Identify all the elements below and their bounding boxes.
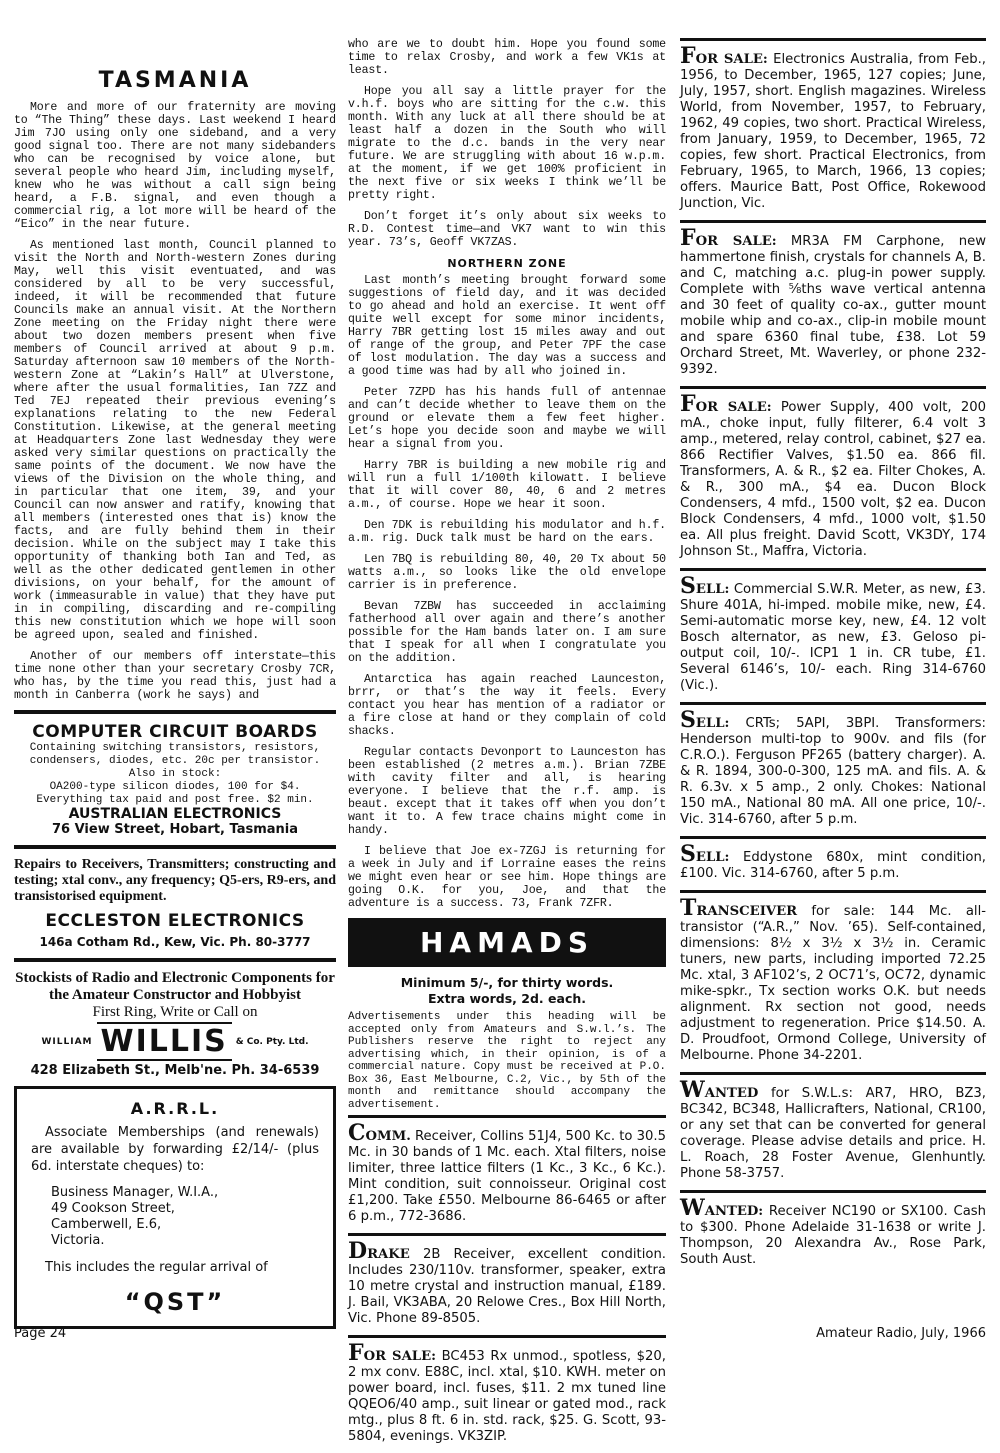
tasmania-cont-2: Hope you all say a little prayer for the v.h.f. boys who are sitting for the c.w. this month. With any luck at all there should be at least half a dozen in the South who will migrate to the d.c. bands in the very near future. We are struggling with about 16 w.p.m. at the moment, if we get 100% proficient in the next five or six weeks I think we’ll be pretty right.: [348, 85, 666, 202]
column-middle: [348, 38, 666, 1453]
classified-ad: [680, 41, 986, 220]
willis-ad: [14, 970, 336, 1078]
computer-ad-title: COMPUTER CIRCUIT BOARDS: [32, 722, 318, 742]
arrl-address-line3: Camberwell, E.6,: [51, 1217, 162, 1232]
arrl-address: [51, 1185, 319, 1249]
classified-text: 2B Receiver, excellent condition. Includes 230/110v. transformer, speaker, extra 10 metre crystal and instruction manual, £189. J. Bail, VK3ABA, 20 Relowe Cres., Box Hill North, Vic. Phone 89-8505.: [348, 1247, 666, 1326]
classified-lead: SELL:: [680, 573, 730, 599]
column-right: [680, 38, 986, 1276]
classified-lead: SELL:: [680, 841, 730, 867]
tasmania-cont-1: who are we to doubt him. Hope you found some time to relax Crosby, and work a few VK1s at least.: [348, 38, 666, 77]
classified-text: CRTs; 5API, 3BPI. Transformers: Henderson multi-top to 900v. and fils (for C.R.O.). Ferguson PF265 (battery charger). A. & R. 1894, 300-0-300, 125 mA. and fils. A. & R. 6.3v. x 5 amp., 2 only. Chokes: National 150 mA., National 80 mA. All one price, 10/-. Vic. 314-6760, after 5 p.m.: [680, 716, 986, 827]
computer-ad-address: 76 View Street, Hobart, Tasmania: [51, 822, 299, 837]
nz-paragraph-7: Antarctica has again reached Launceston, brrr, or that’s the way it feels. Every contact you hear has mention of a radiator or a fire close at hand or they complain of cold shacks.: [348, 673, 666, 738]
nz-paragraph-6: Bevan 7ZBW has succeeded in acclaiming fatherhood all over again and there’s another possible for the Ham bands later on. I am sure that I speak for all when I congratulate you on the addition.: [348, 600, 666, 665]
classified-text: Electronics Australia, from Feb., 1956, to December, 1965, 127 copies; June, July, 1957, short. English magazines. Wireless World, from November, 1957, to February, 1962, 49 copies, two short. Practical Wireless, from January, 1959, to December, 1965, 72 copies, few short. Practical Electronics, from February, 1965, to March, 1966, 13 copies; offers. Maurice Batt, Post Office, Rokewood Junction, Vic.: [680, 52, 986, 211]
eccleston-ad-company: ECCLESTON ELECTRONICS: [45, 911, 305, 931]
computer-ad-company: AUSTRALIAN ELECTRONICS: [68, 806, 282, 822]
classified-ad: [348, 1236, 666, 1335]
classified-text: BC453 Rx unmod., spotless, $20, 2 mx conv. E88C, incl. xtal, $10. KWH. meter on power board, incl. fuses, $11. 2 mx tuned line QQEO6/40 amp., suit linear or gated mod., rack mtg., plus 8 ft. 6 in. std. rack, $25. G. Scott, 93-5804, evenings. VK3ZIP.: [348, 1349, 666, 1444]
arrl-address-line1: Business Manager, W.I.A.,: [51, 1185, 219, 1200]
eccleston-ad-text: Repairs to Receivers, Transmitters; constructing and testing; xtal conv., any frequency; Q5-ers, R9-ers, and transistorised equipment.: [14, 857, 336, 904]
classified-ad: [680, 1075, 986, 1190]
willis-copty: & Co. Pty. Ltd.: [235, 1036, 309, 1047]
classified-text: for sale: 144 Mc. all-transistor (“A.R.,” Nov. ’65). Self-contained, dimensions: 8½ x 3½ x 3½ in. Ceramic tuners, new parts, including imported 72.25 Mc. xtal, 3 AF102’s, 2 OC71’s, OC72, dynamic mike-spkr., Tx section works O.K. but needs alignment. Rx section not good, needs adjustment to regeneration. Price $14.50. A. D. Proudfoot, Ormond College, University of Melbourne. Phone 34-2201.: [680, 904, 986, 1063]
willis-ad-line2: First Ring, Write or Call on: [92, 1004, 258, 1020]
willis-name: WILLIS: [97, 1022, 232, 1061]
tasmania-title: TASMANIA: [98, 68, 252, 93]
computer-ad-line4: Everything tax paid and post free. $2 min.: [36, 794, 314, 806]
nz-paragraph-3: Harry 7BR is building a new mobile rig and will run a full 1/100th kilowatt. I believe that it will cover 80, 40, 6 and 2 metres a.m., of course. Hope we hear it soon.: [348, 459, 666, 511]
classified-text: Power Supply, 400 volt, 200 mA., choke input, fully filterer, 6.4 volt 3 amp., metered, relay control, cabinet, $27 ea. 866 Rectifier Valves, $1.50 ea. 866 fil. Transformers, A. & R., $2 ea. Filter Chokes, A. & R., 300 mA., $4 ea. Ducon Block Condensers, 4 mfd., 1500 volt, $2 ea. Ducon Block Condensers, 4 mfd., 1000 volt, $1.50 ea. All plus freight. David Scott, VK3DY, 174 Johnson St., Maffra, Victoria.: [680, 400, 986, 559]
willis-ad-address: 428 Elizabeth St., Melb'ne. Ph. 34-6539: [30, 1063, 320, 1078]
classified-ad: [680, 571, 986, 702]
classified-text: Eddystone 680x, mint condition, £100. Vic. 314-6760, after 5 p.m.: [680, 850, 986, 881]
arrl-qst: “QST”: [124, 1288, 226, 1316]
classified-lead: WANTED:: [680, 1195, 764, 1221]
classified-ad: [680, 223, 986, 386]
eccleston-ad: [14, 857, 336, 950]
arrl-text: Associate Memberships (and renewals) are available by forwarding £2/14/- (plus 6d. interstate cheques) to:: [31, 1125, 319, 1174]
classified-lead: SELL:: [680, 707, 730, 733]
computer-boards-ad: [14, 722, 336, 837]
classified-lead: FOR SALE:: [680, 225, 777, 251]
arrl-text2: This includes the regular arrival of: [45, 1260, 268, 1275]
classified-ad: [680, 705, 986, 836]
tasmania-paragraph-1: More and more of our fraternity are moving to “The Thing” these days. Last weekend I heard Jim 7JO using only one sideband, and a very good signal too. There are not many sidebanders who can be recognised by voice alone, but several people who heard Jim, including myself, knew who he was without a call sign being heard, a F.B. signal, and even though a commercial rig, a lot more will be heard of the “Eico” in the near future.: [14, 101, 336, 231]
computer-ad-line2: Also in stock:: [128, 768, 222, 780]
classified-lead: COMM.: [348, 1120, 411, 1146]
classified-ad: [348, 1338, 666, 1453]
tasmania-cont-3: Don’t forget it’s only about six weeks to R.D. Contest time—and VK7 want to win this year. 73’s, Geoff VK7ZAS.: [348, 210, 666, 249]
northern-zone-heading: NORTHERN ZONE: [447, 257, 567, 270]
classified-lead: WANTED: [680, 1077, 759, 1103]
hamads-sub1: Minimum 5/-, for thirty words.: [400, 975, 614, 990]
nz-paragraph-2: Peter 7ZPD has his hands full of antennae and can’t decide whether to leave them on the ground or elevate them a few feet higher. Let’s hope you decide soon and maybe we will hear a signal from you.: [348, 386, 666, 451]
classified-lead: FOR SALE:: [680, 43, 768, 69]
column-left: [14, 38, 336, 1329]
tasmania-paragraph-3: Another of our members off interstate—this time none other than your secretary Crosby 7CR, who has, by the time you read this, just had a month in Canberra (work he says) and: [14, 650, 336, 702]
nz-paragraph-5: Len 7BQ is rebuilding 80, 40, 20 Tx about 50 watts a.m., so looks like the old envelope carrier is in preference.: [348, 553, 666, 592]
classified-lead: FOR SALE:: [680, 391, 772, 417]
nz-paragraph-1: Last month’s meeting brought forward some suggestions of field day, and it was decided to go ahead and hold an exercise. It went off quite well except for some minor incidents, Harry 7BR getting lost 15 miles away and out of range of the group, and Peter 7PF the case of lost modulation. The day was a success and a good time was had by all who joined in.: [348, 274, 666, 378]
divider: [14, 845, 336, 849]
hamads-sub2: Extra words, 2d. each.: [427, 991, 587, 1006]
publication-footer: Amateur Radio, July, 1966: [816, 1326, 986, 1341]
arrl-ad: [14, 1086, 336, 1329]
hamads-banner: HAMADS: [348, 918, 666, 967]
willis-logo: [14, 1022, 336, 1061]
tasmania-paragraph-2: As mentioned last month, Council planned to visit the North and North-western Zones during May, well this visit eventuated, and was considered by all to be very successful, indeed, it will be recommended that future Councils make an annual visit. At the Northern Zone meeting on the Friday night there were about two dozen members present when five members of Council arrived at about 9 p.m. Saturday afternoon saw 10 members of the North-western Zone at “Lakin’s Hall” at Ulverstone, where after the usual formalities, Ian 7ZZ and Ted 7EJ repeated their previous evening’s explanations relating to the new Federal Constitution. Likewise, at the general meeting at Headquarters Zone last Wednesday they were asked very similar questions on practically the same points of the document. We now have the views of the Division on the whole thing, and in particular that one item, 39, and your Council can now answer and ratify, knowing that all members (interested ones that is) know the facts, and are fully behind them in their decision. While on the subject may I take this opportunity of thanking both Ian and Ted, as well as the other dedicated gentlemen in other divisions, on your behalf, for the amount of work (immeasurable in value) that they have put in in compiling, discarding and re-compiling this new constitution which we hope will soon be agreed upon, sealed and finished.: [14, 239, 336, 642]
classified-ad: [680, 389, 986, 568]
classified-ad: [680, 893, 986, 1072]
computer-ad-line3: OA200-type silicon diodes, 100 for $4.: [49, 781, 301, 793]
classified-text: for S.W.L.s: AR7, HRO, BZ3, BC342, BC348, Hallicrafters, National, CR100, or any set that can be converted for general coverage. Please advise details and price. H. L. Roach, 28 Foster Avenue, Glenhuntly. Phone 58-3757.: [680, 1086, 986, 1181]
arrl-title: A.R.R.L.: [130, 1099, 220, 1118]
hamads-note: Advertisements under this heading will be accepted only from Amateurs and S.w.l.’s. The Publishers reserve the right to reject any advertising which, in their opinion, is of a commercial nature. Copy must be received at P.O. Box 36, East Melbourne, C.2, Vic., by 5th of the month and remittance should accompany the advertisement.: [348, 1011, 666, 1111]
arrl-address-line2: 49 Cookson Street,: [51, 1201, 175, 1216]
classified-text: MR3A FM Carphone, new hammertone finish, crystals for channels A, B. and C, matching a.c. plug-in power supply. Complete with ⅝ths wave vertical antenna and 30 feet of quality co-ax., gutter mount mobile whip and co-ax., clip-in mobile mount and spare 6360 final tube, £38. Lot 59 Orchard Street, Mt. Waverley, or phone 232-9392.: [680, 234, 986, 377]
classified-lead: FOR SALE:: [348, 1340, 436, 1366]
willis-ad-line1: Stockists of Radio and Electronic Components for the Amateur Constructor and Hobbyist: [15, 970, 335, 1003]
classified-text: Receiver, Collins 51J4, 500 Kc. to 30.5 Mc. in 30 bands of 1 Mc. each. Xtal filters, noise limiter, three lattice filters (1 Kc., 3 Kc., 6 Kc.). Mint condition, suit connoisseur. Original cost £1,200. Take £550. Melbourne 86-6465 or after 6 p.m., 772-3686.: [348, 1129, 666, 1224]
classified-ad: [348, 1118, 666, 1233]
willis-william: WILLIAM: [41, 1036, 93, 1047]
classified-lead: DRAKE: [348, 1238, 410, 1264]
eccleston-ad-address: 146a Cotham Rd., Kew, Vic. Ph. 80-3777: [39, 935, 311, 949]
nz-paragraph-8: Regular contacts Devonport to Launceston has been established (2 metres a.m.). Brian 7ZBE with cavity filter and all, is hearing everyone. I believe that the r.f. amp. is beaut. except that it takes off when you don’t want it to. A few trace chains might come in handy.: [348, 746, 666, 837]
classified-ad: [680, 1193, 986, 1276]
nz-paragraph-9: I believe that Joe ex-7ZGJ is returning for a week in July and if Lorraine eases the reins we might even hear or see him. Hope things are going O.K. for you, Joe, and that the adventure is a success. 73, Frank 7ZFR.: [348, 845, 666, 910]
page-number: Page 24: [14, 1326, 67, 1341]
classified-text: Commercial S.W.R. Meter, as new, £3. Shure 401A, hi-imped. mobile mike, new, £4. Semi-automatic morse key, new, £4. 12 volt Bosch alternator, as new, £3. Geloso pi-output coil, 10/-. ICP1 1 in. CR tube, £1. Several 6146’s, 10/- each. Ring 314-6760 (Vic.).: [680, 582, 986, 693]
classified-ad: [680, 839, 986, 890]
classified-text: Receiver NC190 or SX100. Cash to $300. Phone Adelaide 31-1638 or write J. Thompson, 20 Alexandra Av., Rose Park, South Aust.: [680, 1204, 986, 1267]
divider: [14, 958, 336, 962]
nz-paragraph-4: Den 7DK is rebuilding his modulator and h.f. a.m. rig. Duck talk must be hard on the ears.: [348, 519, 666, 545]
arrl-address-line4: Victoria.: [51, 1233, 105, 1248]
divider: [14, 710, 336, 714]
classified-lead: TRANSCEIVER: [680, 895, 798, 921]
computer-ad-line1: Containing switching transistors, resistors, condensers, diodes, etc. 20c per transistor.: [29, 742, 321, 767]
